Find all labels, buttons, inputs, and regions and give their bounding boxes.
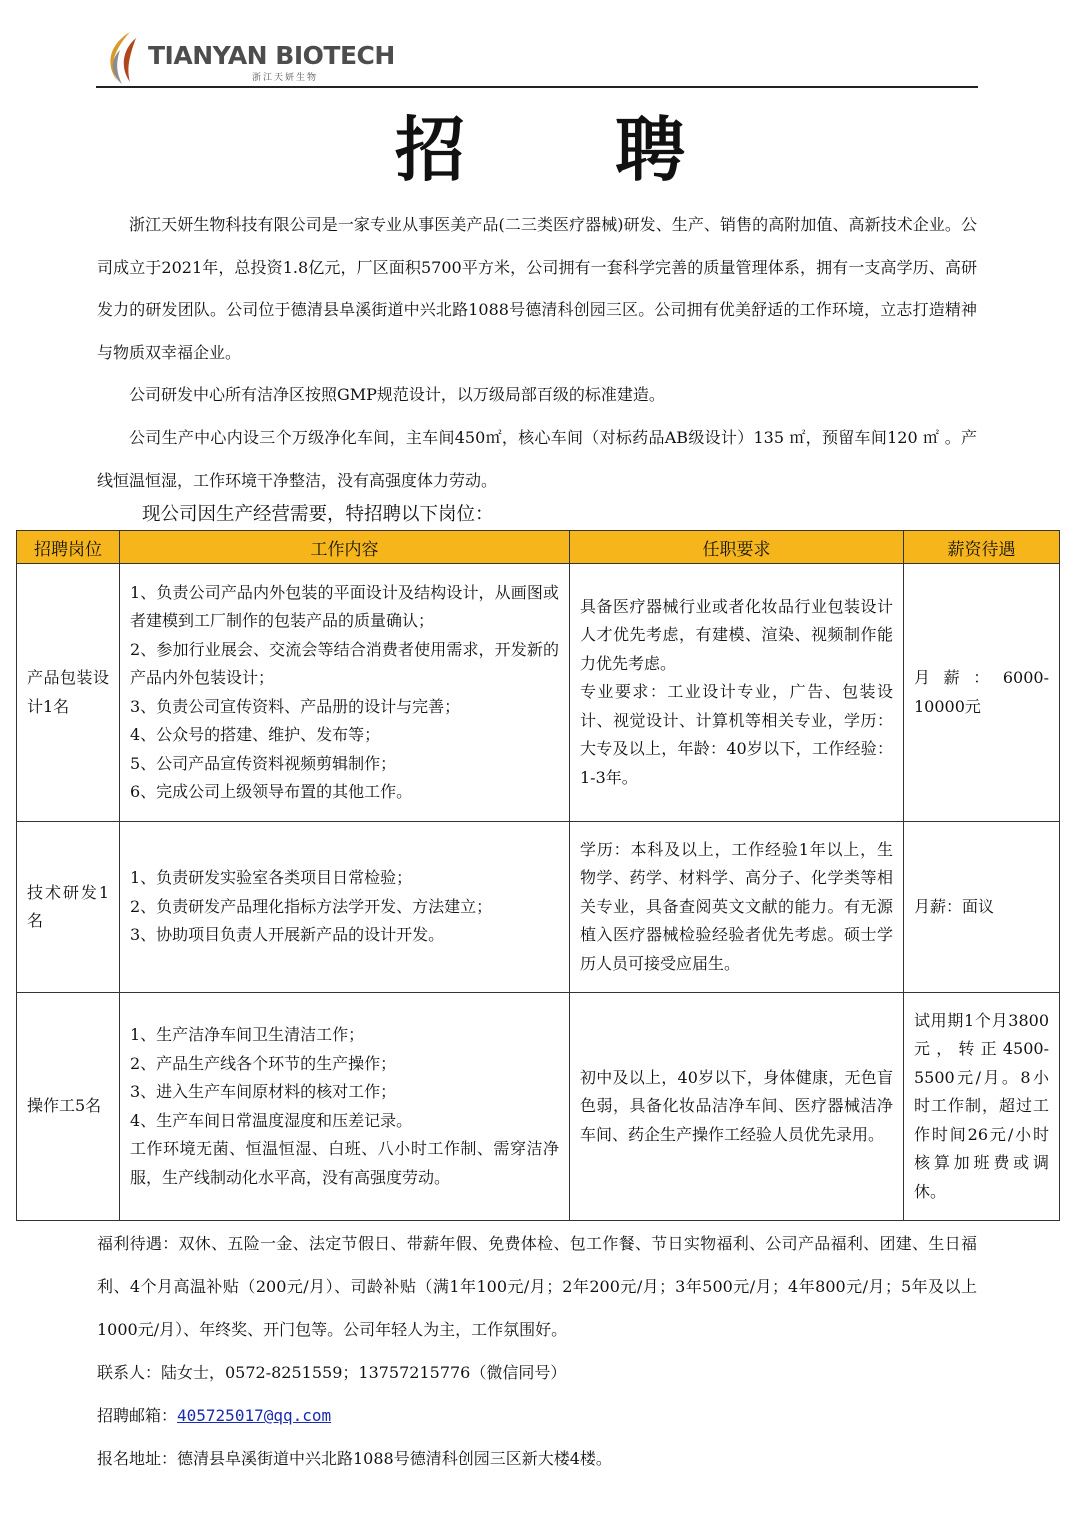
intro-paragraph: 浙江天妍生物科技有限公司是一家专业从事医美产品(二三类医疗器械)研发、生产、销售的高附加值、高新技术企业。公司成立于2021年，总投资1.8亿元，厂区面积5700平方米，公司拥有一套科学完善的质量管理体系，拥有一支高学历、高研发力的研发团队。公司位于德清县阜溪街道中兴北路1088号德清科创园三区。公司拥有优美舒适的工作环境，立志打造精神与物质双幸福企业。 xyxy=(97,215,977,362)
column-header: 招聘岗位 xyxy=(17,531,120,564)
duty-item: 6、完成公司上级领导布置的其他工作。 xyxy=(130,782,413,801)
column-header: 任职要求 xyxy=(570,531,904,564)
duties-cell xyxy=(120,993,570,1221)
footer-info xyxy=(97,1222,977,1480)
duty-item: 工作环境无菌、恒温恒湿、白班、八小时工作制、需穿洁净服，生产线制动化水平高，没有高强度劳动。 xyxy=(130,1139,559,1187)
email-label: 招聘邮箱： xyxy=(97,1406,178,1425)
company-introduction xyxy=(97,204,977,502)
header-divider xyxy=(96,86,978,88)
salary-cell: 试用期1个月3800元，转正4500-5500元/月。8小时工作制，超过工作时间26元/小时核算加班费或调休。 xyxy=(904,993,1060,1221)
duty-item: 2、参加行业展会、交流会等结合消费者使用需求，开发新的产品内外包装设计； xyxy=(130,639,559,687)
duties-cell xyxy=(120,564,570,822)
duty-item: 1、负责研发实验室各类项目日常检验； xyxy=(130,868,413,888)
benefits-text: 福利待遇：双休、五险一金、法定节假日、带薪年假、免费体检、包工作餐、节日实物福利、公司产品福利、团建、生日福利、4个月高温补贴（200元/月）、司龄补贴（满1年100元/月；2年200元/月；3年500元/月；4年800元/月；5年及以上1000元/月）、年终奖、开门包等。公司年轻人为主，工作氛围好。 xyxy=(97,1234,977,1339)
intro-paragraph: 公司研发中心所有洁净区按照GMP规范设计，以万级局部百级的标准建造。 xyxy=(129,385,665,405)
column-header: 工作内容 xyxy=(120,531,570,564)
page-title: 招聘 xyxy=(395,109,835,191)
duty-item: 2、负责研发产品理化指标方法学开发、方法建立； xyxy=(130,896,493,916)
duty-item: 4、公众号的搭建、维护、发布等； xyxy=(130,725,381,744)
column-header: 薪资待遇 xyxy=(904,531,1060,564)
table-row xyxy=(17,564,1060,822)
requirement-item: 具备医疗器械行业或者化妆品行业包装设计人才优先考虑，有建模、渲染、视频制作能力优先考虑。 xyxy=(580,596,893,673)
requirements-cell xyxy=(570,993,904,1221)
contact-text: 联系人：陆女士，0572-8251559；13757215776（微信同号） xyxy=(97,1363,567,1382)
hiring-lead-text: 现公司因生产经营需要，特招聘以下岗位： xyxy=(142,504,494,525)
table-row xyxy=(17,993,1060,1221)
intro-paragraph: 公司生产中心内设三个万级净化车间，主车间450㎡，核心车间（对标药品AB级设计）135 ㎡，预留车间120 ㎡ 。产线恒温恒湿，工作环境干净整洁，没有高强度体力劳动。 xyxy=(97,427,977,490)
duty-item: 3、负责公司宣传资料、产品册的设计与完善； xyxy=(130,696,461,716)
job-table xyxy=(16,530,1060,1221)
position-cell: 技术研发1名 xyxy=(17,822,120,993)
salary-cell: 月薪：面议 xyxy=(904,822,1060,993)
brand-name: TIANYAN BIOTECH xyxy=(148,41,395,70)
email-line xyxy=(97,1394,977,1437)
position-cell: 产品包装设计1名 xyxy=(17,564,120,822)
address-text: 报名地址：德清县阜溪街道中兴北路1088号德清科创园三区新大楼4楼。 xyxy=(97,1449,612,1468)
requirements-cell xyxy=(570,822,904,993)
duties-cell xyxy=(120,822,570,993)
duty-item: 1、生产洁净车间卫生清洁工作； xyxy=(130,1025,365,1044)
requirement-item: 专业要求：工业设计专业，广告、包装设计、视觉设计、计算机等相关专业，学历：大专及以上，年龄：40岁以下，工作经验：1-3年。 xyxy=(580,682,893,787)
duty-item: 1、负责公司产品内外包装的平面设计及结构设计，从画图或者建模到工厂制作的包装产品的质量确认； xyxy=(130,582,559,630)
flame-swirl-logo-icon xyxy=(100,30,146,86)
letterhead xyxy=(96,28,976,86)
duty-item: 3、协助项目负责人开展新产品的设计开发。 xyxy=(130,925,445,945)
brand-name-chinese: 浙江天妍生物 xyxy=(252,73,319,83)
requirements-cell xyxy=(570,564,904,822)
email-link[interactable]: 405725017@qq.com xyxy=(177,1406,332,1425)
position-cell: 操作工5名 xyxy=(17,993,120,1221)
duty-item: 2、产品生产线各个环节的生产操作； xyxy=(130,1053,397,1073)
requirement-item: 学历：本科及以上，工作经验1年以上，生物学、药学、材料学、高分子、化学类等相关专业，具备查阅英文文献的能力。有无源植入医疗器械检验经验者优先考虑。硕士学历人员可接受应届生。 xyxy=(580,839,893,973)
requirement-item: 初中及以上，40岁以下，身体健康，无色盲色弱，具备化妆品洁净车间、医疗器械洁净车间、药企生产操作工经验人员优先录用。 xyxy=(580,1067,893,1144)
duty-item: 4、生产车间日常温度湿度和压差记录。 xyxy=(130,1110,413,1130)
duty-item: 3、进入生产车间原材料的核对工作； xyxy=(130,1082,397,1101)
table-header-row xyxy=(17,531,1060,564)
table-row xyxy=(17,822,1060,993)
salary-cell: 月薪：6000-10000元 xyxy=(904,564,1060,822)
duty-item: 5、公司产品宣传资料视频剪辑制作； xyxy=(130,753,397,773)
